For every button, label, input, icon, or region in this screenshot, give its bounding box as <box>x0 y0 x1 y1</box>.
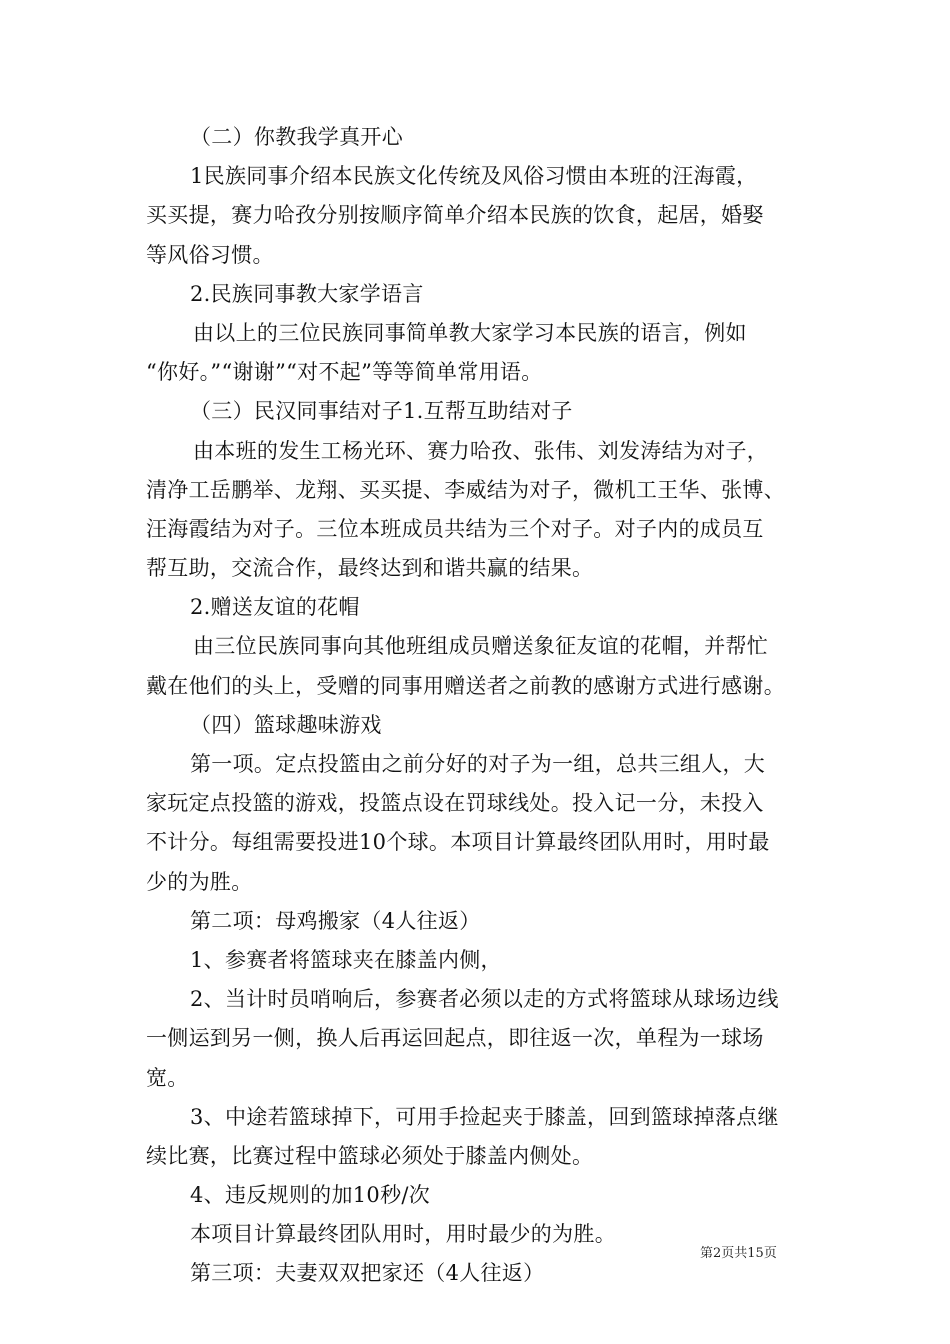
paragraph-line: 1民族同事介绍本民族文化传统及风俗习惯由本班的汪海霞， <box>190 164 758 189</box>
paragraph-line: 少的为胜。 <box>146 869 253 894</box>
paragraph-line: 帮互助，交流合作，最终达到和谐共赢的结果。 <box>146 556 594 581</box>
page-number: 第2页共15页 <box>700 1246 777 1261</box>
rule-item-4: 4、违反规则的加10秒/次 <box>190 1183 431 1208</box>
paragraph-line: 第一项。定点投篮由之前分好的对子为一组，总共三组人，大 <box>190 752 766 776</box>
paragraph-line: 等风俗习惯。 <box>146 242 274 267</box>
paragraph-line: 汪海霞结为对子。三位本班成员共结为三个对子。对子内的成员互 <box>146 516 764 541</box>
section-heading-2: （二）你教我学真开心 <box>190 125 403 149</box>
paragraph-line: 戴在他们的头上，受赠的同事用赠送者之前教的感谢方式进行感谢。 <box>146 673 785 698</box>
paragraph-line: 一侧运到另一侧，换人后再运回起点，即往返一次，单程为一球场 <box>146 1026 764 1051</box>
document-body <box>146 118 816 1294</box>
subheading-line: 第三项：夫妻双双把家还（4人往返） <box>190 1261 545 1286</box>
subheading-line: 第二项：母鸡搬家（4人往返） <box>190 908 481 933</box>
section-heading-3: （三）民汉同事结对子1.互帮互助结对子 <box>190 399 573 424</box>
subheading-line: 2.赠送友谊的花帽 <box>190 595 360 620</box>
paragraph-line: 不计分。每组需要投进10个球。本项目计算最终团队用时，用时最 <box>146 830 770 855</box>
paragraph-line: 由本班的发生工杨光环、赛力哈孜、张伟、刘发涛结为对子， <box>193 438 769 463</box>
paragraph-line: 宽。 <box>146 1065 189 1090</box>
paragraph-line: 续比赛，比赛过程中篮球必须处于膝盖内侧处。 <box>146 1143 594 1168</box>
section-heading-4: （四）篮球趣味游戏 <box>190 712 382 737</box>
paragraph-line: 家玩定点投篮的游戏，投篮点设在罚球线处。投入记一分，未投入 <box>146 791 764 816</box>
paragraph-line: 买买提，赛力哈孜分别按顺序简单介绍本民族的饮食，起居，婚娶 <box>146 203 764 228</box>
paragraph-line: “你好。”“谢谢”“对不起”等等简单常用语。 <box>146 360 543 385</box>
paragraph-line: 由三位民族同事向其他班组成员赠送象征友谊的花帽，并帮忙 <box>193 634 769 659</box>
rule-item-3: 3、中途若篮球掉下，可用手捡起夹于膝盖，回到篮球掉落点继 <box>190 1104 779 1129</box>
rule-item-2: 2、当计时员哨响后，参赛者必须以走的方式将篮球从球场边线 <box>190 987 779 1012</box>
rule-item-1: 1、参赛者将篮球夹在膝盖内侧， <box>190 947 502 972</box>
paragraph-line: 本项目计算最终团队用时，用时最少的为胜。 <box>190 1222 616 1247</box>
paragraph-line: 清净工岳鹏举、龙翔、买买提、李威结为对子，微机工王华、张博、 <box>146 477 785 502</box>
paragraph-line: 由以上的三位民族同事简单教大家学习本民族的语言，例如 <box>193 320 747 345</box>
subheading-line: 2.民族同事教大家学语言 <box>190 281 424 306</box>
